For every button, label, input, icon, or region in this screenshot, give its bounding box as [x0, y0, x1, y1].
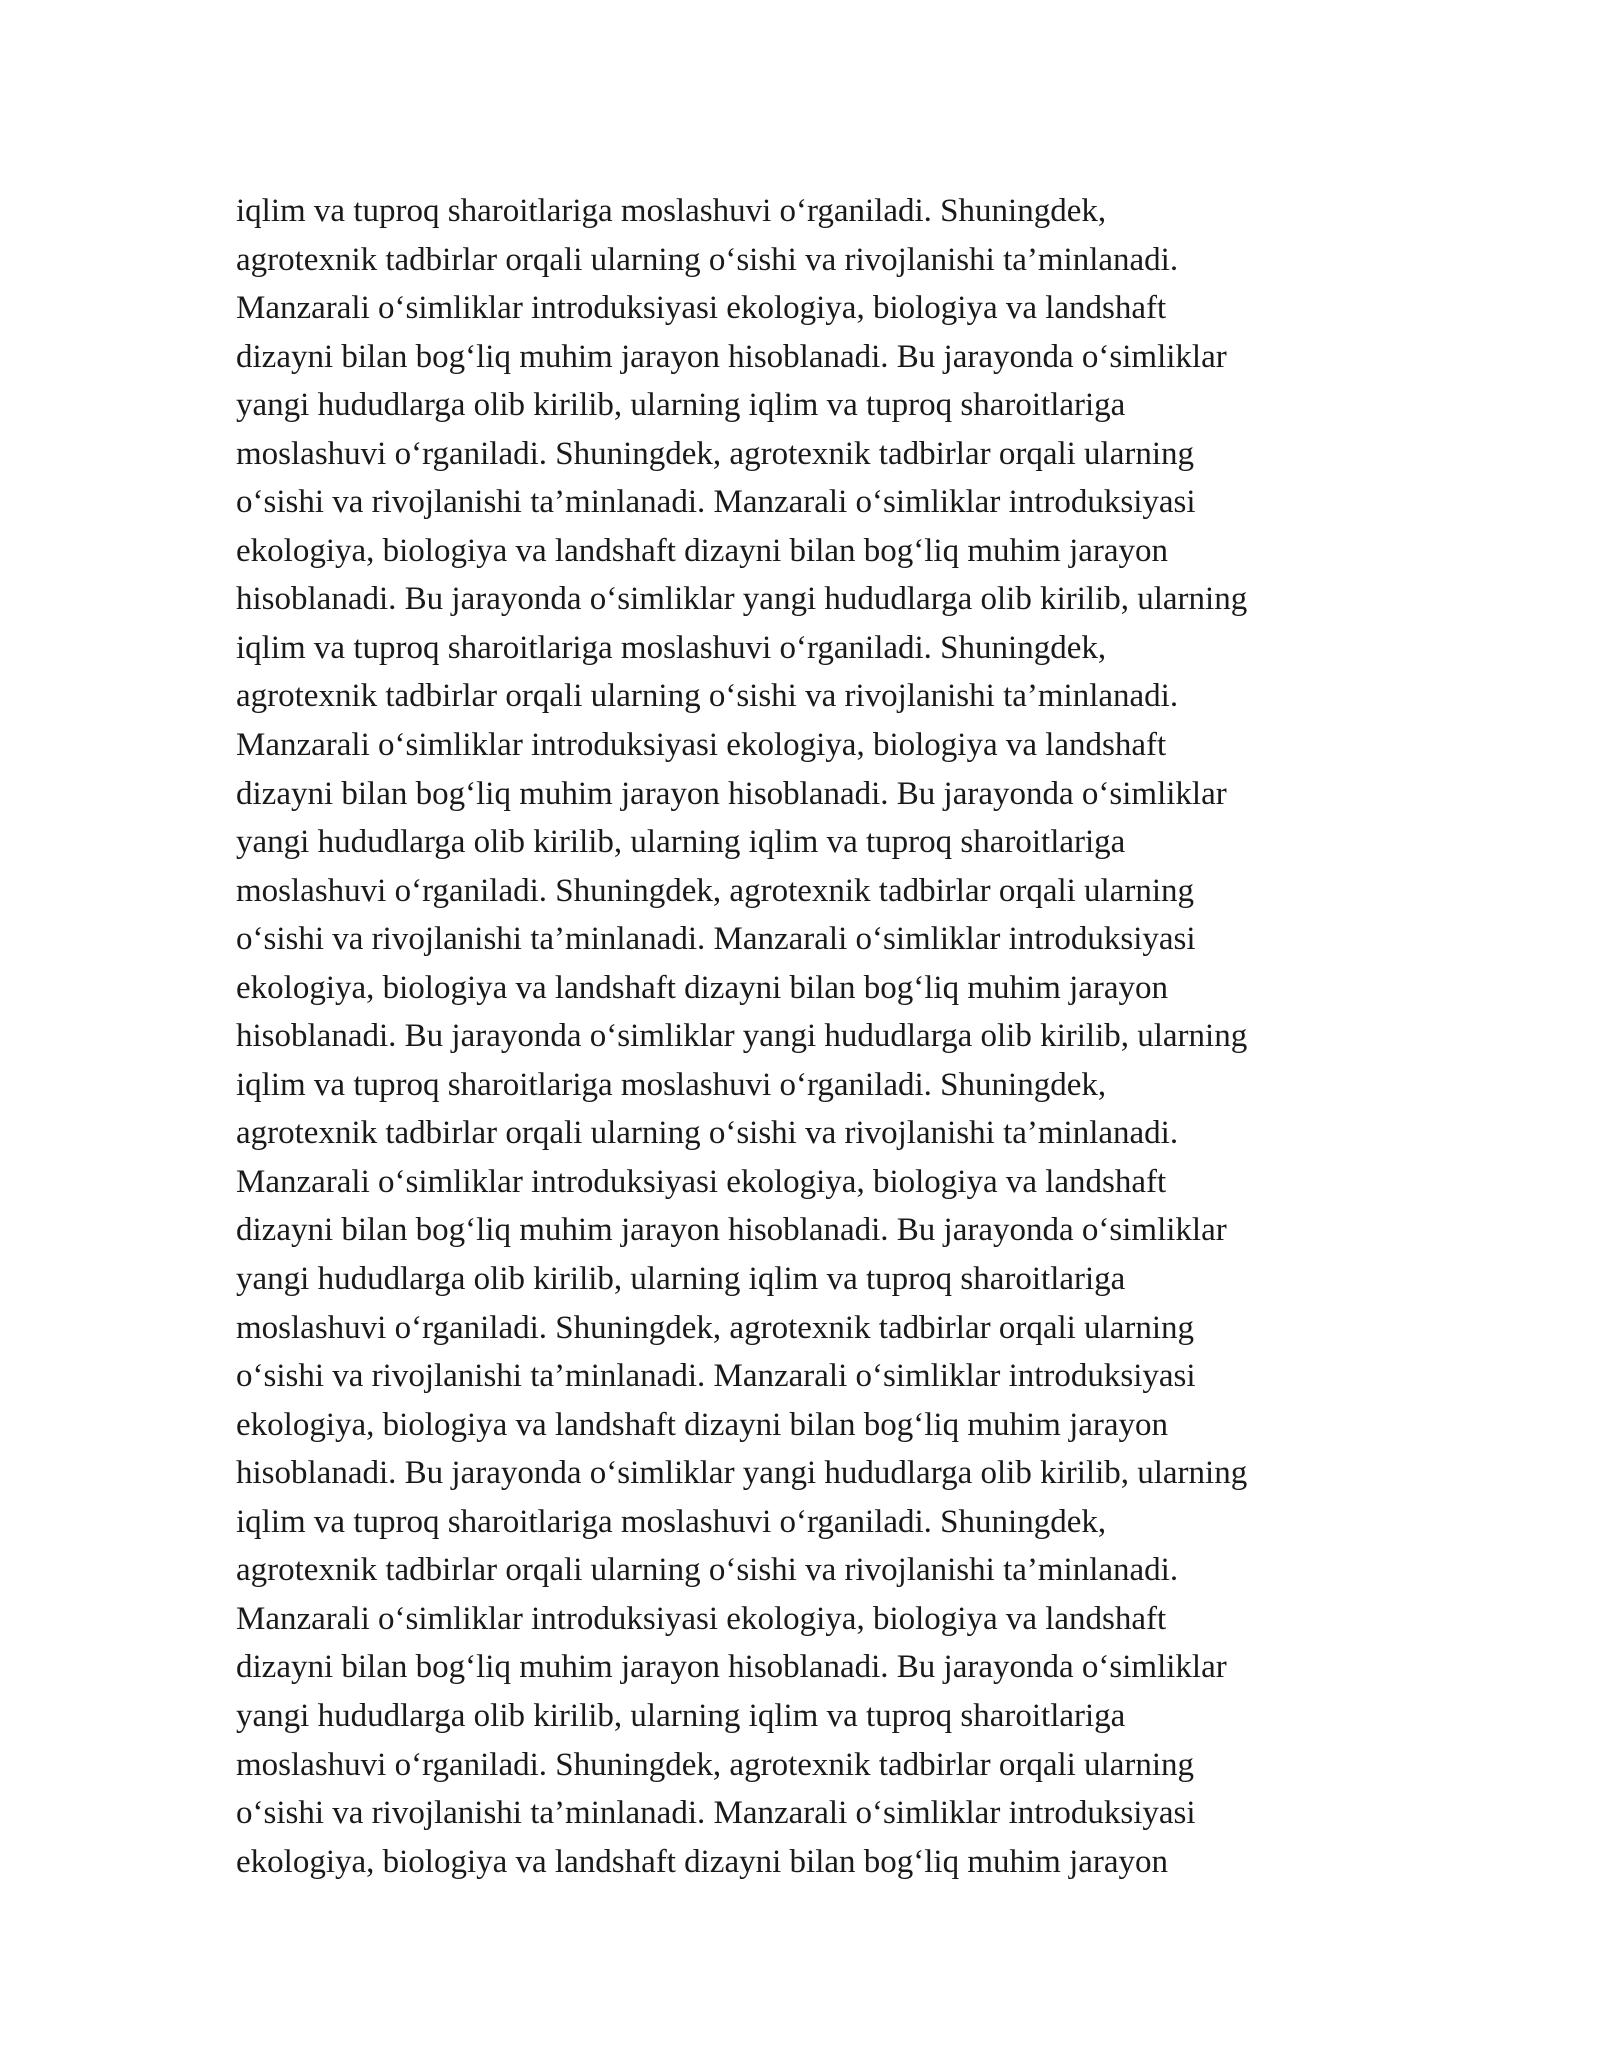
text-line-32: yangi hududlarga olib kirilib, ularning iqlim va tuproq sharoitlariga [236, 1697, 1126, 1734]
text-line-19: iqlim va tuproq sharoitlariga moslashuvi o‘rganiladi. Shuningdek, [236, 1066, 1107, 1103]
text-line-29: agrotexnik tadbirlar orqali ularning o‘sishi va rivojlanishi ta’minlanadi. [236, 1552, 1179, 1589]
text-line-2: agrotexnik tadbirlar orqali ularning o‘sishi va rivojlanishi ta’minlanadi. [236, 241, 1179, 278]
text-line-23: yangi hududlarga olib kirilib, ularning iqlim va tuproq sharoitlariga [236, 1261, 1126, 1298]
text-line-22: dizayni bilan bog‘liq muhim jarayon hisoblanadi. Bu jarayonda o‘simliklar [236, 1212, 1227, 1249]
text-line-21: Manzarali o‘simliklar introduksiyasi ekologiya, biologiya va landshaft [236, 1163, 1167, 1200]
text-line-9: hisoblanadi. Bu jarayonda o‘simliklar yangi hududlarga olib kirilib, ularning [236, 581, 1248, 618]
text-line-31: dizayni bilan bog‘liq muhim jarayon hisoblanadi. Bu jarayonda o‘simliklar [236, 1649, 1227, 1686]
text-line-34: o‘sishi va rivojlanishi ta’minlanadi. Manzarali o‘simliklar introduksiyasi [236, 1795, 1196, 1832]
text-line-4: dizayni bilan bog‘liq muhim jarayon hisoblanadi. Bu jarayonda o‘simliklar [236, 338, 1227, 375]
text-line-8: ekologiya, biologiya va landshaft dizayni bilan bog‘liq muhim jarayon [236, 532, 1169, 569]
body-paragraph [236, 187, 1416, 1886]
text-line-6: moslashuvi o‘rganiladi. Shuningdek, agrotexnik tadbirlar orqali ularning [236, 435, 1195, 472]
text-line-33: moslashuvi o‘rganiladi. Shuningdek, agrotexnik tadbirlar orqali ularning [236, 1746, 1195, 1783]
text-line-30: Manzarali o‘simliklar introduksiyasi ekologiya, biologiya va landshaft [236, 1600, 1167, 1637]
text-line-18: hisoblanadi. Bu jarayonda o‘simliklar yangi hududlarga olib kirilib, ularning [236, 1018, 1248, 1055]
text-line-35: ekologiya, biologiya va landshaft dizayni bilan bog‘liq muhim jarayon [236, 1843, 1169, 1880]
text-line-7: o‘sishi va rivojlanishi ta’minlanadi. Manzarali o‘simliklar introduksiyasi [236, 484, 1196, 521]
text-line-13: dizayni bilan bog‘liq muhim jarayon hisoblanadi. Bu jarayonda o‘simliklar [236, 775, 1227, 812]
text-line-11: agrotexnik tadbirlar orqali ularning o‘sishi va rivojlanishi ta’minlanadi. [236, 678, 1179, 715]
text-line-1: iqlim va tuproq sharoitlariga moslashuvi o‘rganiladi. Shuningdek, [236, 193, 1107, 229]
text-line-15: moslashuvi o‘rganiladi. Shuningdek, agrotexnik tadbirlar orqali ularning [236, 872, 1195, 909]
text-line-10: iqlim va tuproq sharoitlariga moslashuvi o‘rganiladi. Shuningdek, [236, 629, 1107, 666]
text-line-5: yangi hududlarga olib kirilib, ularning iqlim va tuproq sharoitlariga [236, 387, 1126, 424]
text-line-17: ekologiya, biologiya va landshaft dizayni bilan bog‘liq muhim jarayon [236, 969, 1169, 1006]
text-line-20: agrotexnik tadbirlar orqali ularning o‘sishi va rivojlanishi ta’minlanadi. [236, 1115, 1179, 1152]
text-line-12: Manzarali o‘simliklar introduksiyasi ekologiya, biologiya va landshaft [236, 727, 1167, 764]
text-line-25: o‘sishi va rivojlanishi ta’minlanadi. Manzarali o‘simliklar introduksiyasi [236, 1358, 1196, 1395]
text-line-16: o‘sishi va rivojlanishi ta’minlanadi. Manzarali o‘simliklar introduksiyasi [236, 921, 1196, 958]
text-line-3: Manzarali o‘simliklar introduksiyasi ekologiya, biologiya va landshaft [236, 290, 1167, 327]
text-line-26: ekologiya, biologiya va landshaft dizayni bilan bog‘liq muhim jarayon [236, 1406, 1169, 1443]
text-line-24: moslashuvi o‘rganiladi. Shuningdek, agrotexnik tadbirlar orqali ularning [236, 1309, 1195, 1346]
text-line-27: hisoblanadi. Bu jarayonda o‘simliklar yangi hududlarga olib kirilib, ularning [236, 1455, 1248, 1492]
text-line-28: iqlim va tuproq sharoitlariga moslashuvi o‘rganiladi. Shuningdek, [236, 1503, 1107, 1540]
text-line-14: yangi hududlarga olib kirilib, ularning iqlim va tuproq sharoitlariga [236, 824, 1126, 861]
